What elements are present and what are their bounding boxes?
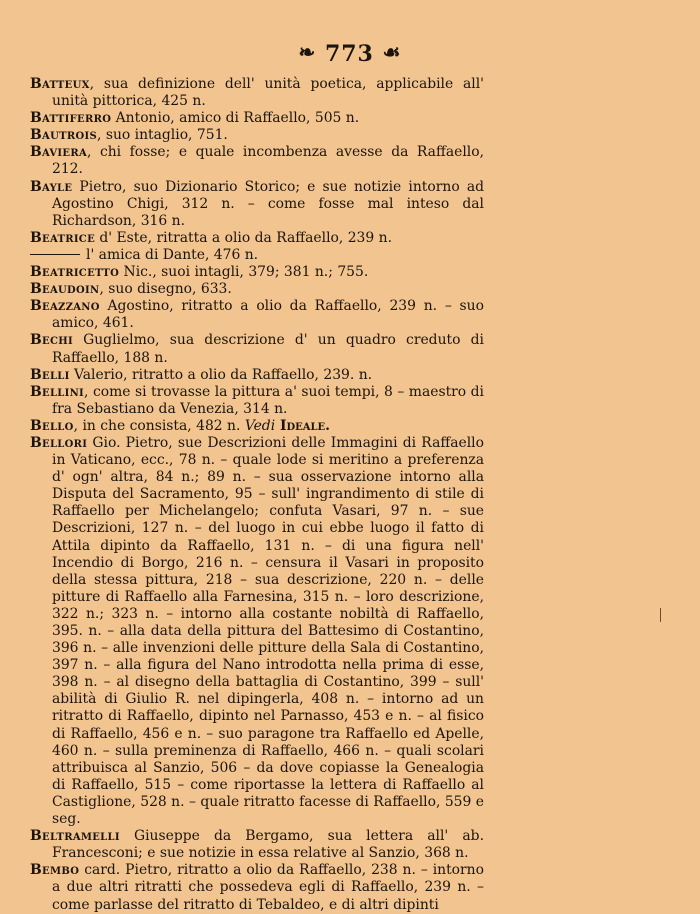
index-entry xyxy=(30,332,484,366)
index-entry xyxy=(30,110,484,127)
cross-reference-target: Ideale. xyxy=(275,417,331,434)
index-entry xyxy=(30,76,484,110)
index-column xyxy=(30,76,484,914)
entry-head: Bayle xyxy=(30,178,73,195)
page-number: 773 xyxy=(324,41,374,67)
entry-text: , chi fosse; e quale incombenza avesse da Raffaello, 212. xyxy=(52,144,484,178)
entry-head: Bembo xyxy=(30,862,80,879)
entry-head: Beaudoin xyxy=(30,281,100,298)
margin-mark xyxy=(660,608,661,622)
page-header xyxy=(0,40,700,67)
index-entry xyxy=(30,264,484,281)
right-hand-ornament-icon: ☙ xyxy=(382,40,402,64)
entry-head: Beltramelli xyxy=(30,828,120,845)
entry-text: Pietro, suo Dizionario Storico; e sue notizie intorno ad Agostino Chigi, 312 n. – come fosse mal inteso dal Richardson, 316 n. xyxy=(52,178,484,229)
index-entry xyxy=(30,179,484,230)
index-entry xyxy=(30,230,484,247)
entry-head: Battiferro xyxy=(30,110,112,127)
entry-head: Beatrice xyxy=(30,229,95,246)
entry-head: Beatricetto xyxy=(30,264,120,281)
index-entry xyxy=(30,435,484,828)
entry-text: Guglielmo, sua descrizione d' un quadro creduto di Raffaello, 188 n. xyxy=(52,332,484,366)
entry-text: , in che consista, 482 n. xyxy=(73,417,245,434)
index-subentry xyxy=(30,247,484,264)
entry-text: , suo intaglio, 751. xyxy=(96,127,228,144)
index-entry xyxy=(30,367,484,384)
entry-text: card. Pietro, ritratto a olio da Raffaello, 238 n. – intorno a due altri ritratti che possedeva egli di Raffaello, 239 n. – come parlasse del ritratto di Tebaldeo, e di altri dipinti xyxy=(52,862,484,913)
entry-head: Batteux xyxy=(30,76,90,92)
entry-head: Bellini xyxy=(30,383,85,400)
index-entry xyxy=(30,144,484,178)
index-entry xyxy=(30,418,484,435)
entry-text: Giuseppe da Bergamo, sua lettera all' ab. Francesconi; e sue notizie in essa relative al Sanzio, 368 n. xyxy=(52,828,484,862)
entry-text: Nic., suoi intagli, 379; 381 n.; 755. xyxy=(119,264,369,281)
entry-head: Belli xyxy=(30,366,70,383)
left-hand-ornament-icon: ❧ xyxy=(298,40,317,64)
entry-head: Bautrois xyxy=(30,127,97,144)
index-entry xyxy=(30,384,484,418)
index-entry xyxy=(30,281,484,298)
entry-text: Valerio, ritratto a olio da Raffaello, 239. n. xyxy=(69,366,373,383)
entry-head: Baviera xyxy=(30,144,87,161)
entry-head: Beazzano xyxy=(30,298,100,315)
entry-text: l' amica di Dante, 476 n. xyxy=(86,246,259,263)
entry-text: , sua definizione dell' unità poetica, applicabile all' unità pittorica, 425 n. xyxy=(52,76,484,110)
index-entry xyxy=(30,298,484,332)
entry-text: , suo disegno, 633. xyxy=(99,281,232,298)
entry-head: Bello xyxy=(30,417,74,434)
continuation-dash xyxy=(30,254,80,255)
entry-text: Agostino, ritratto a olio da Raffaello, 239 n. – suo amico, 461. xyxy=(52,298,484,332)
entry-text: d' Este, ritratta a olio da Raffaello, 239 n. xyxy=(95,229,393,246)
entry-text: Gio. Pietro, sue Descrizioni delle Immagini di Raffaello in Vaticano, ecc., 78 n. – quale lode si meritino a preferenza d' ogn' altra, 84 n.; 89 n. – sua osservazione intorno alla Disputa del Sacramento, 95 – sull' ingrandimento di stile di Raffaello per Michelangelo; confuta Vasari, 97 n. – sue Descrizioni, 127 n. – del luogo in cui ebbe luogo il fatto di Attila dipinto da Raffaello, 131 n. – di una figura nell' Incendio di Borgo, 216 n. – censura il Vasari in proposito della stessa pittura, 218 – sua descrizione, 220 n. – delle pitture di Raffaello alla Farnesina, 315 n. – loro descrizione, 322 n.; 323 n. – intorno alla costante nobiltà di Raffaello, 395. n. – alla data della pittura del Battesimo di Costantino, 396 n. – alle invenzioni delle pitture della Sala di Costantino, 397 n. – alla figura del Nano introdotta nella prima di esse, 398 n. – al disegno della battaglia di Costantino, 399 – sull' abilità di Giulio R. nel dipingerla, 408 n. – intorno ad un ritratto di Raffaello, dipinto nel Parnasso, 453 e n. – al fisico di Raffaello, 456 e n. – suo paragone tra Raffaello ed Apelle, 460 n. – sulla preminenza di Raffaello, 466 n. – quali scolari attribuisca al Sanzio, 506 – da dove copiasse la Genealogia di Raffaello, 515 – come riportasse la lettera di Raffaello al Castiglione, 528 n. – quale ritratto facesse di Raffaello, 559 e seg. xyxy=(52,434,484,828)
index-entry xyxy=(30,828,484,862)
entry-text: Antonio, amico di Raffaello, 505 n. xyxy=(111,110,360,127)
entry-head: Bellori xyxy=(30,434,88,451)
entry-text: , come si trovasse la pittura a' suoi tempi, 8 – maestro di fra Sebastiano da Venezia, 314 n. xyxy=(52,383,484,417)
entry-head: Bechi xyxy=(30,332,73,349)
index-entry xyxy=(30,127,484,144)
cross-reference-label: Vedi xyxy=(244,417,276,434)
